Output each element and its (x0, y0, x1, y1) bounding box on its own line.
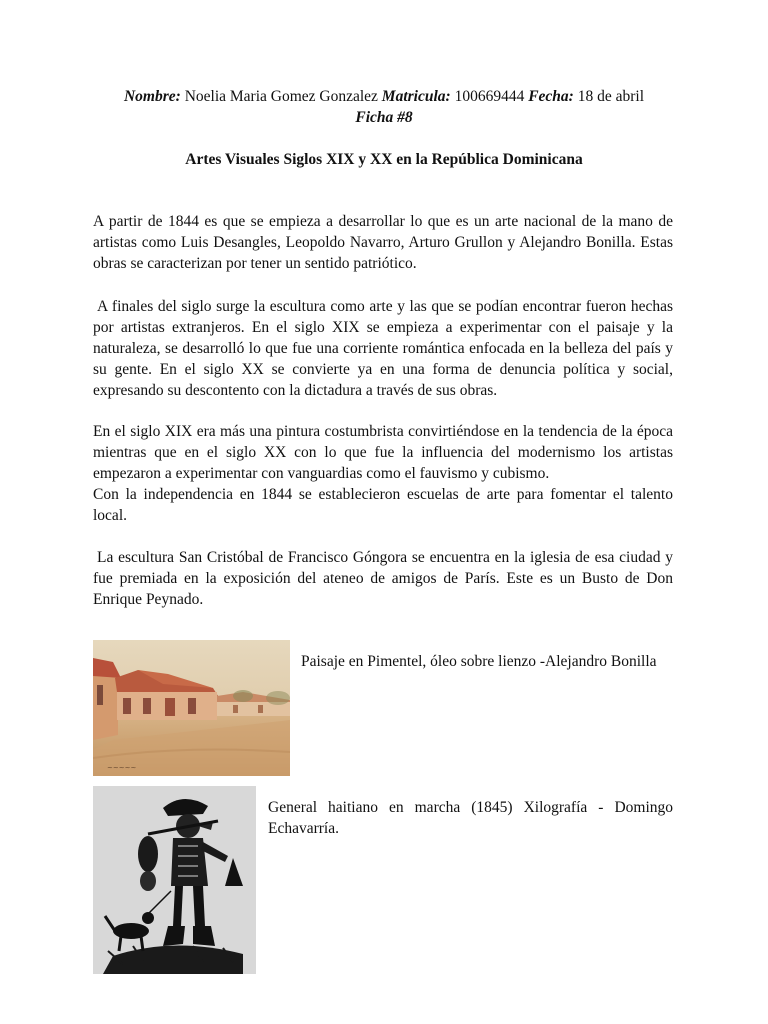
nombre-label: Nombre: (123, 88, 181, 105)
paragraph-2: A finales del siglo surge la escultura como arte y las que se podían encontrar fueron hechas por artistas extranjeros. En el siglo XIX se empieza a experimentar con el paisaje y la naturaleza, se desarrolló lo que fue una corriente romántica enfocada en la belleza del país y su gente. En el siglo XX se convierte ya en una forma de denuncia política y social, expresando su descontento con la dictadura a través de sus obras. (93, 298, 673, 399)
fecha-label: Fecha: (528, 88, 574, 105)
paragraph-1: A partir de 1844 es que se empieza a desarrollar lo que es un arte nacional de la mano de artistas como Luis Desangles, Leopoldo Navarro, Arturo Grullon y Alejandro Bonilla. Estas obras se caracterizan por tener un sentido patriótico. (93, 213, 673, 272)
paragraph-5: La escultura San Cristóbal de Francisco Góngora se encuentra en la iglesia de esa ciudad y fue premiada en la exposición del ateneo de amigos de París. Este es un Busto de Don Enrique Peynado. (93, 549, 673, 608)
figure-1-caption: Paisaje en Pimentel, óleo sobre lienzo -Alejandro Bonilla (301, 653, 657, 670)
fecha-value: 18 de abril (573, 88, 645, 105)
ficha-number: Ficha #8 (355, 109, 413, 126)
figure-2-caption: General haitiano en marcha (1845) Xilografía - Domingo Echavarría. (268, 799, 673, 837)
matricula-label: Matricula: (381, 88, 451, 105)
painting-paisaje-pimentel-image (93, 640, 290, 776)
student-info-line (0, 87, 768, 107)
document-title: Artes Visuales Siglos XIX y XX en la República Dominicana (185, 151, 583, 168)
paragraph-3: En el siglo XIX era más una pintura costumbrista convirtiéndose en la tendencia de la época mientras que en el siglo XX con lo que fue la influencia del modernismo los artistas empezaron a experimentar con vanguardias como el fauvismo y cubismo. (93, 423, 673, 482)
woodcut-general-haitiano-image (93, 786, 256, 974)
paragraph-4: Con la independencia en 1844 se establecieron escuelas de arte para fomentar el talento local. (93, 486, 673, 524)
matricula-value: 100669444 (450, 88, 529, 105)
svg-text:~~~~~: ~~~~~ (107, 764, 137, 772)
nombre-value: Noelia Maria Gomez Gonzalez (180, 88, 382, 105)
